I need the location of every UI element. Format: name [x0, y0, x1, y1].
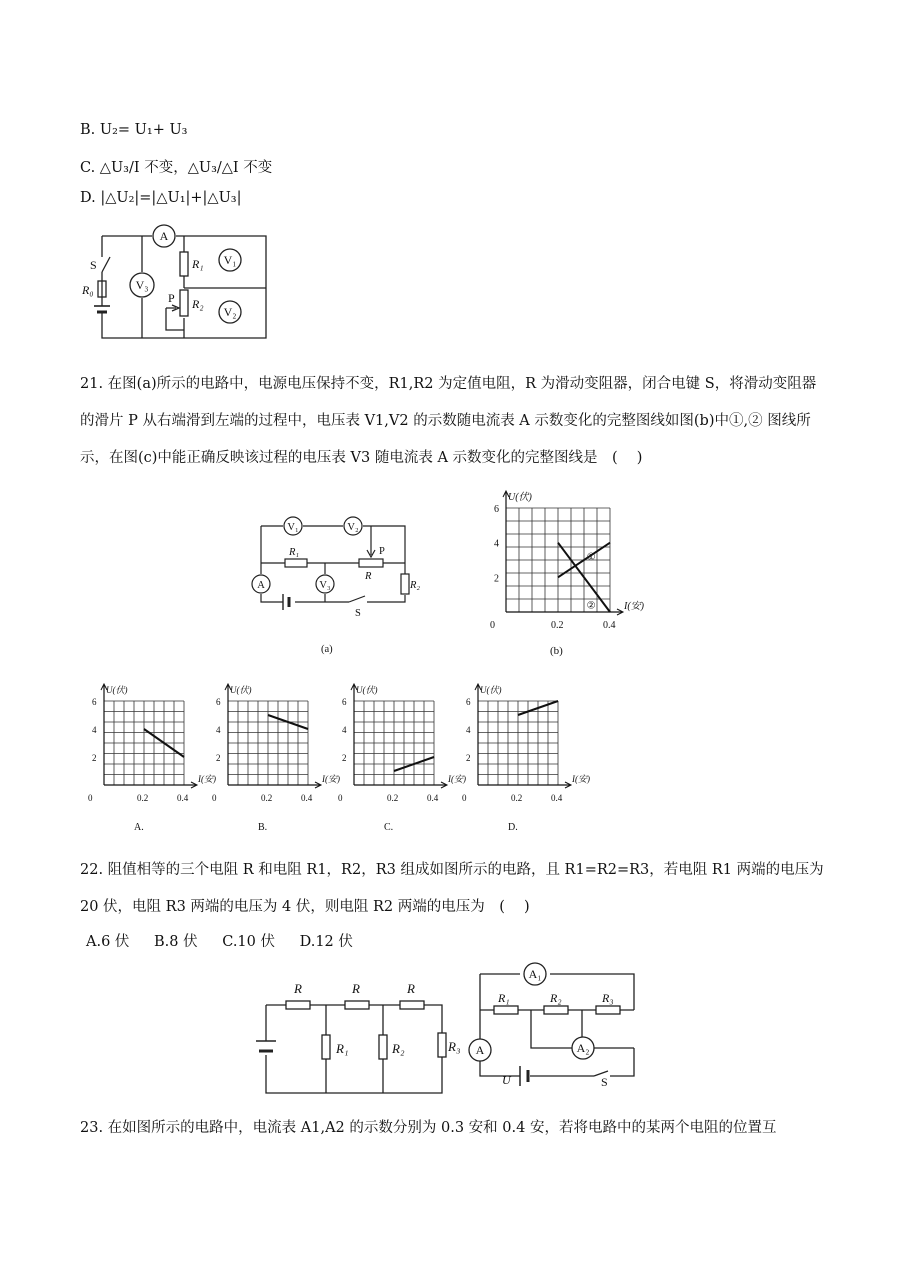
- graph-option-d: [462, 683, 597, 835]
- graph-option-c: [338, 683, 473, 835]
- y-tick-label: 2: [342, 753, 347, 763]
- question-21: 21. 在图(a)所示的电路中，电源电压保持不变，R1,R2 为定值电阻，R 为滑动变阻器，闭合电键 S，将滑动变阻器的滑片 P 从右端滑到左端的过程中，电压表 V1,V2 的示数随电流表 A 示数变化的完整图线如图(b)中①,② 图线所示，在图(c)中能正确反映该过程的电压表 V3 随电流表 A 示数变化的完整图线是 ( ): [80, 376, 817, 466]
- fig-a-v2: V₂: [347, 522, 359, 533]
- q22-r3: R₃: [448, 1039, 461, 1054]
- x-tick-label: 0.2: [551, 620, 564, 631]
- x-axis-label: I(安): [624, 601, 644, 612]
- y-axis-label: U(伏): [106, 685, 128, 695]
- q23-r3: R₃: [602, 991, 614, 1005]
- x-tick-label: 0: [490, 620, 495, 631]
- x-tick-label: 0.4: [301, 793, 313, 803]
- x-tick-label: 0: [462, 793, 467, 803]
- series-marker: ②: [586, 600, 596, 612]
- fig-a-ammeter: A: [257, 580, 265, 591]
- fig-a-r: R: [365, 571, 372, 582]
- y-tick-label: 2: [494, 573, 499, 585]
- graph-caption: D.: [508, 822, 518, 833]
- x-tick-label: 0.4: [603, 620, 616, 631]
- graph-caption: B.: [258, 822, 268, 833]
- fig-a-s: S: [355, 608, 361, 619]
- v3-label: V₃: [135, 278, 149, 292]
- y-tick-label: 4: [92, 725, 97, 735]
- ammeter-label: A: [159, 229, 169, 243]
- x-tick-label: 0.4: [427, 793, 439, 803]
- r0-label: R₀: [82, 283, 94, 297]
- switch-label: S: [90, 258, 97, 272]
- x-axis-label: I(安): [572, 774, 590, 784]
- y-axis-label: U(伏): [508, 492, 532, 503]
- q23-a1: A₁: [528, 967, 542, 981]
- y-tick-label: 6: [92, 697, 97, 707]
- fig-a-r1: R₁: [289, 547, 300, 558]
- y-tick-label: 2: [466, 753, 471, 763]
- q22-r-3: R: [407, 981, 415, 996]
- circuit-q22: [250, 975, 470, 1100]
- x-tick-label: 0: [88, 793, 93, 803]
- q22-option-a: A.6 伏: [86, 934, 130, 950]
- y-tick-label: 4: [494, 538, 499, 550]
- r1-label: R₁: [192, 257, 204, 271]
- x-tick-label: 0: [212, 793, 217, 803]
- graph-option-b: [212, 683, 347, 835]
- y-tick-label: 6: [494, 504, 499, 515]
- fig-a-v1: V₁: [287, 522, 299, 533]
- option-b: B. U₂= U₁+ U₃: [80, 122, 188, 138]
- y-tick-label: 2: [216, 753, 221, 763]
- q23-ammeter: A: [475, 1043, 485, 1057]
- q23-a2: A₂: [576, 1041, 590, 1055]
- q22-r2: R₂: [392, 1041, 405, 1056]
- y-tick-label: 4: [216, 725, 221, 735]
- y-tick-label: 6: [216, 697, 221, 707]
- question-22: 22. 阻值相等的三个电阻 R 和电阻 R1，R2，R3 组成如图所示的电路，且 R1=R2=R3，若电阻 R1 两端的电压为 20 伏，电阻 R3 两端的电压为 4 伏，则电阻 R2 两端的电压为 ( ): [80, 862, 824, 915]
- fig-a-caption: (a): [321, 644, 333, 655]
- x-tick-label: 0.2: [261, 793, 273, 803]
- y-axis-label: U(伏): [356, 685, 378, 695]
- graph-b: [482, 484, 657, 659]
- q22-options: [86, 930, 373, 951]
- fig-a-v3: V₃: [319, 580, 331, 591]
- q22-r-1: R: [294, 981, 302, 996]
- x-tick-label: 0.2: [137, 793, 149, 803]
- x-tick-label: 0.2: [511, 793, 523, 803]
- option-c: C. △U₃/I 不变，△U₃/△I 不变: [80, 160, 273, 176]
- x-tick-label: 0.2: [387, 793, 399, 803]
- y-tick-label: 4: [342, 725, 347, 735]
- fig-a-p: P: [379, 546, 385, 557]
- y-tick-label: 4: [466, 725, 471, 735]
- circuit-fig-a: [245, 512, 425, 657]
- q23-r1: R₁: [498, 991, 510, 1005]
- q22-option-d: D.12 伏: [299, 934, 353, 950]
- y-axis-label: U(伏): [480, 685, 502, 695]
- question-23: 23. 在如图所示的电路中，电流表 A1,A2 的示数分别为 0.3 安和 0.4 安，若将电路中的某两个电阻的位置互: [80, 1120, 777, 1136]
- y-tick-label: 6: [342, 697, 347, 707]
- graph-caption: A.: [134, 822, 144, 833]
- y-tick-label: 6: [466, 697, 471, 707]
- graph-caption: C.: [384, 822, 394, 833]
- q22-r1: R₁: [336, 1041, 349, 1056]
- fig-a-r2: R₂: [410, 580, 421, 591]
- graph-option-a: [88, 683, 223, 835]
- option-d: D. |△U₂|=|△U₁|+|△U₃|: [80, 190, 242, 206]
- r2-label: R₂: [192, 297, 204, 311]
- x-axis-label: I(安): [448, 774, 466, 784]
- x-axis-label: I(安): [198, 774, 216, 784]
- y-axis-label: U(伏): [230, 685, 252, 695]
- v2-label: V₂: [223, 305, 237, 319]
- x-tick-label: 0: [338, 793, 343, 803]
- q22-r-2: R: [352, 981, 360, 996]
- y-tick-label: 2: [92, 753, 97, 763]
- q22-option-b: B.8 伏: [154, 934, 198, 950]
- slider-p-label: P: [168, 291, 175, 305]
- series-marker: ①: [586, 552, 596, 563]
- q23-s: S: [601, 1075, 608, 1087]
- q23-r2: R₂: [550, 991, 562, 1005]
- circuit-q23: [464, 962, 656, 1087]
- x-tick-label: 0.4: [177, 793, 189, 803]
- v1-label: V₁: [223, 253, 237, 267]
- graph-caption: (b): [550, 645, 563, 657]
- x-axis-label: I(安): [322, 774, 340, 784]
- x-tick-label: 0.4: [551, 793, 563, 803]
- q23-u: U: [502, 1073, 511, 1087]
- circuit-q20: [80, 222, 280, 347]
- q22-option-c: C.10 伏: [222, 934, 275, 950]
